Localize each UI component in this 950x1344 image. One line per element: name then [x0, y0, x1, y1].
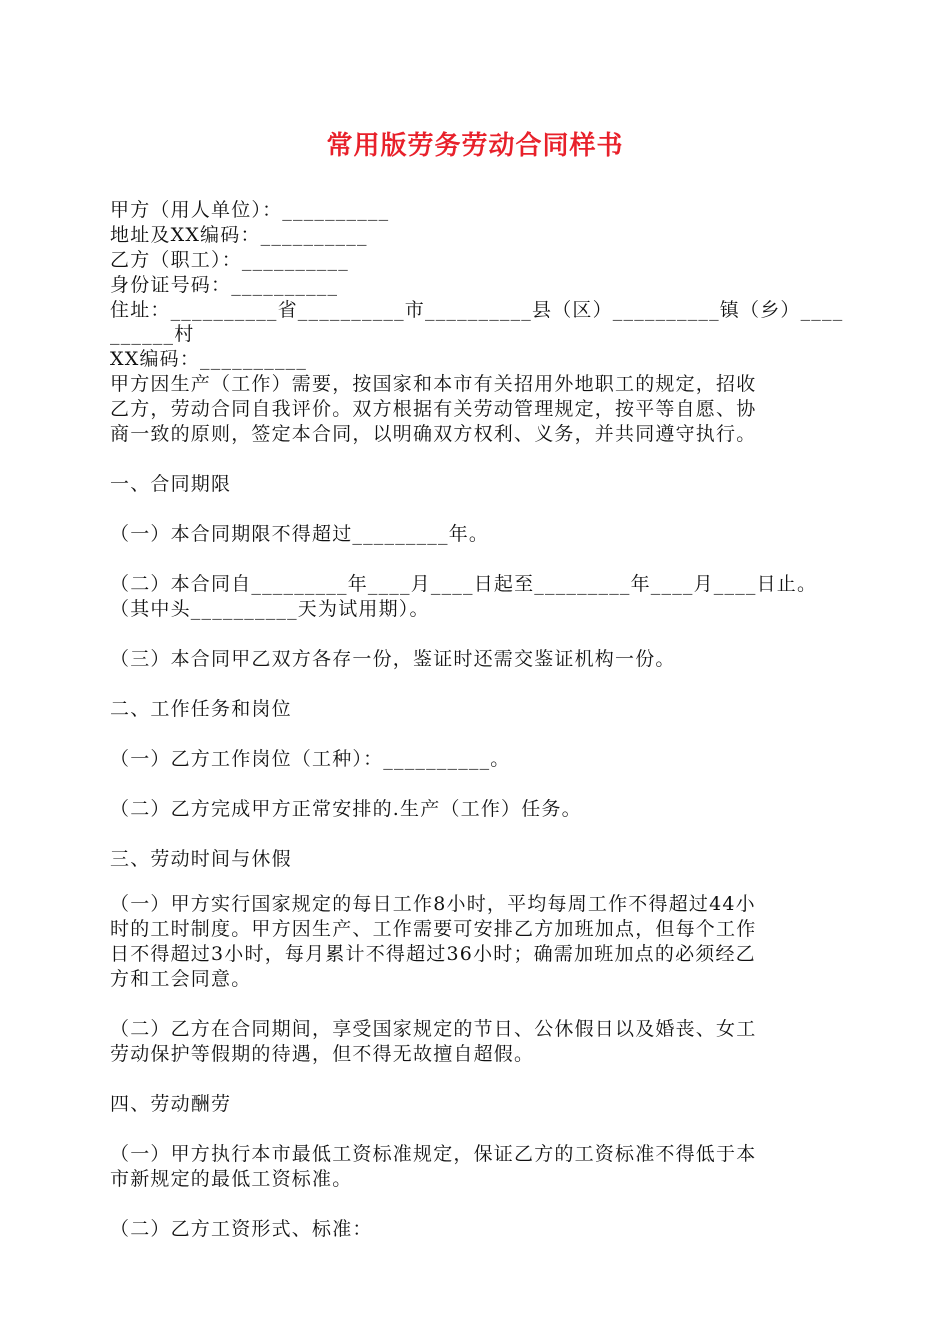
text-line: 甲方因生产（工作）需要，按国家和本市有关招用外地职工的规定，招收	[110, 373, 757, 395]
text-line: 二、工作任务和岗位	[110, 698, 292, 720]
text-line: （一）甲方执行本市最低工资标准规定，保证乙方的工资标准不得低于本	[110, 1143, 757, 1165]
text-line: （其中头__________天为试用期）。	[110, 598, 430, 620]
text-line: 乙方，劳动合同自我评价。双方根据有关劳动管理规定，按平等自愿、协	[110, 398, 757, 420]
text-line: 市新规定的最低工资标准。	[110, 1168, 353, 1190]
text-line: 四、劳动酬劳	[110, 1093, 232, 1115]
text-line: 商一致的原则，签定本合同，以明确双方权利、义务，并共同遵守执行。	[110, 423, 757, 445]
text-line: （一）乙方工作岗位（工种）：__________。	[110, 748, 511, 770]
text-line: ______村	[110, 323, 195, 345]
text-line: 方和工会同意。	[110, 968, 252, 990]
text-line: 时的工时制度。甲方因生产、工作需要可安排乙方加班加点，但每个工作	[110, 918, 757, 940]
text-line: 地址及XX编码：__________	[110, 224, 368, 246]
text-line: 劳动保护等假期的待遇，但不得无故擅自超假。	[110, 1043, 535, 1065]
text-line: 日不得超过3小时，每月累计不得超过36小时；确需加班加点的必须经乙	[110, 943, 756, 965]
text-line: 乙方（职工）：__________	[110, 249, 349, 271]
text-line: 三、劳动时间与休假	[110, 848, 292, 870]
text-line: （一）本合同期限不得超过_________年。	[110, 523, 490, 545]
text-line: （二）乙方在合同期间，享受国家规定的节日、公休假日以及婚丧、女工	[110, 1018, 757, 1040]
document-title: 常用版劳务劳动合同样书	[326, 131, 624, 161]
text-line: XX编码：__________	[110, 348, 308, 370]
text-line: 甲方（用人单位）：__________	[110, 199, 390, 221]
text-line: 身份证号码：__________	[110, 274, 339, 296]
text-line: （二）乙方工资形式、标准：	[110, 1218, 373, 1240]
text-line: （一）甲方实行国家规定的每日工作8小时，平均每周工作不得超过44小	[110, 893, 756, 915]
text-line: （二）本合同自_________年____月____日起至_________年____月____日止。	[110, 573, 818, 595]
text-line: 住址：__________省__________市__________县（区）__________镇（乡）____	[110, 299, 844, 321]
text-line: 一、合同期限	[110, 473, 232, 495]
text-line: （三）本合同甲乙双方各存一份，鉴证时还需交鉴证机构一份。	[110, 648, 676, 670]
text-line: （二）乙方完成甲方正常安排的.生产（工作）任务。	[110, 798, 582, 820]
